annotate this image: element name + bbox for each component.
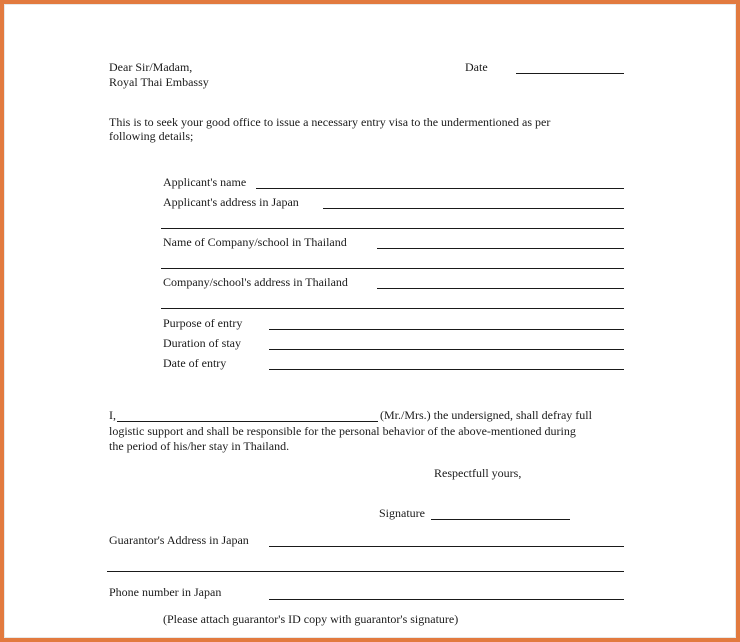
company-name-line-2[interactable] — [161, 268, 624, 269]
signature-line[interactable] — [431, 519, 570, 520]
attachment-note: (Please attach guarantor's ID copy with guarantor's signature) — [163, 612, 459, 626]
respectfully: Respectfull yours, — [434, 466, 522, 480]
intro-line-2: following details; — [109, 129, 194, 143]
applicant-address-line[interactable] — [323, 208, 624, 209]
applicant-address-line-2[interactable] — [161, 228, 624, 229]
declaration-prefix: I, — [109, 408, 116, 422]
declaration-line-3: the period of his/her stay in Thailand. — [109, 439, 290, 453]
duration-line[interactable] — [269, 349, 624, 350]
signature-label: Signature — [379, 506, 425, 520]
intro-line-1: This is to seek your good office to issue a necessary entry visa to the undermentioned as per — [109, 115, 551, 129]
applicant-name-line[interactable] — [256, 188, 624, 189]
phone-label: Phone number in Japan — [109, 585, 222, 599]
recipient: Royal Thai Embassy — [109, 75, 209, 89]
company-address-label: Company/school's address in Thailand — [163, 275, 348, 289]
declaration-line-2: logistic support and shall be responsible for the personal behavior of the above-mentioned during — [109, 424, 576, 438]
date-line[interactable] — [516, 73, 624, 74]
company-name-label: Name of Company/school in Thailand — [163, 235, 347, 249]
purpose-line[interactable] — [269, 329, 624, 330]
guarantor-address-label: Guarantor's Address in Japan — [109, 533, 249, 547]
date-label: Date — [465, 60, 488, 74]
company-name-line[interactable] — [377, 248, 624, 249]
guarantor-address-line-2[interactable] — [107, 571, 624, 572]
applicant-address-label: Applicant's address in Japan — [163, 195, 299, 209]
declaration-line-1: (Mr./Mrs.) the undersigned, shall defray full — [380, 408, 592, 422]
company-address-line[interactable] — [377, 288, 624, 289]
date-of-entry-label: Date of entry — [163, 356, 227, 370]
duration-label: Duration of stay — [163, 336, 241, 350]
purpose-label: Purpose of entry — [163, 316, 243, 330]
date-of-entry-line[interactable] — [269, 369, 624, 370]
declarant-name-line[interactable] — [117, 421, 378, 422]
salutation: Dear Sir/Madam, — [109, 60, 193, 74]
guarantor-address-line[interactable] — [269, 546, 624, 547]
applicant-name-label: Applicant's name — [163, 175, 247, 189]
phone-line[interactable] — [269, 599, 624, 600]
company-address-line-2[interactable] — [161, 308, 624, 309]
